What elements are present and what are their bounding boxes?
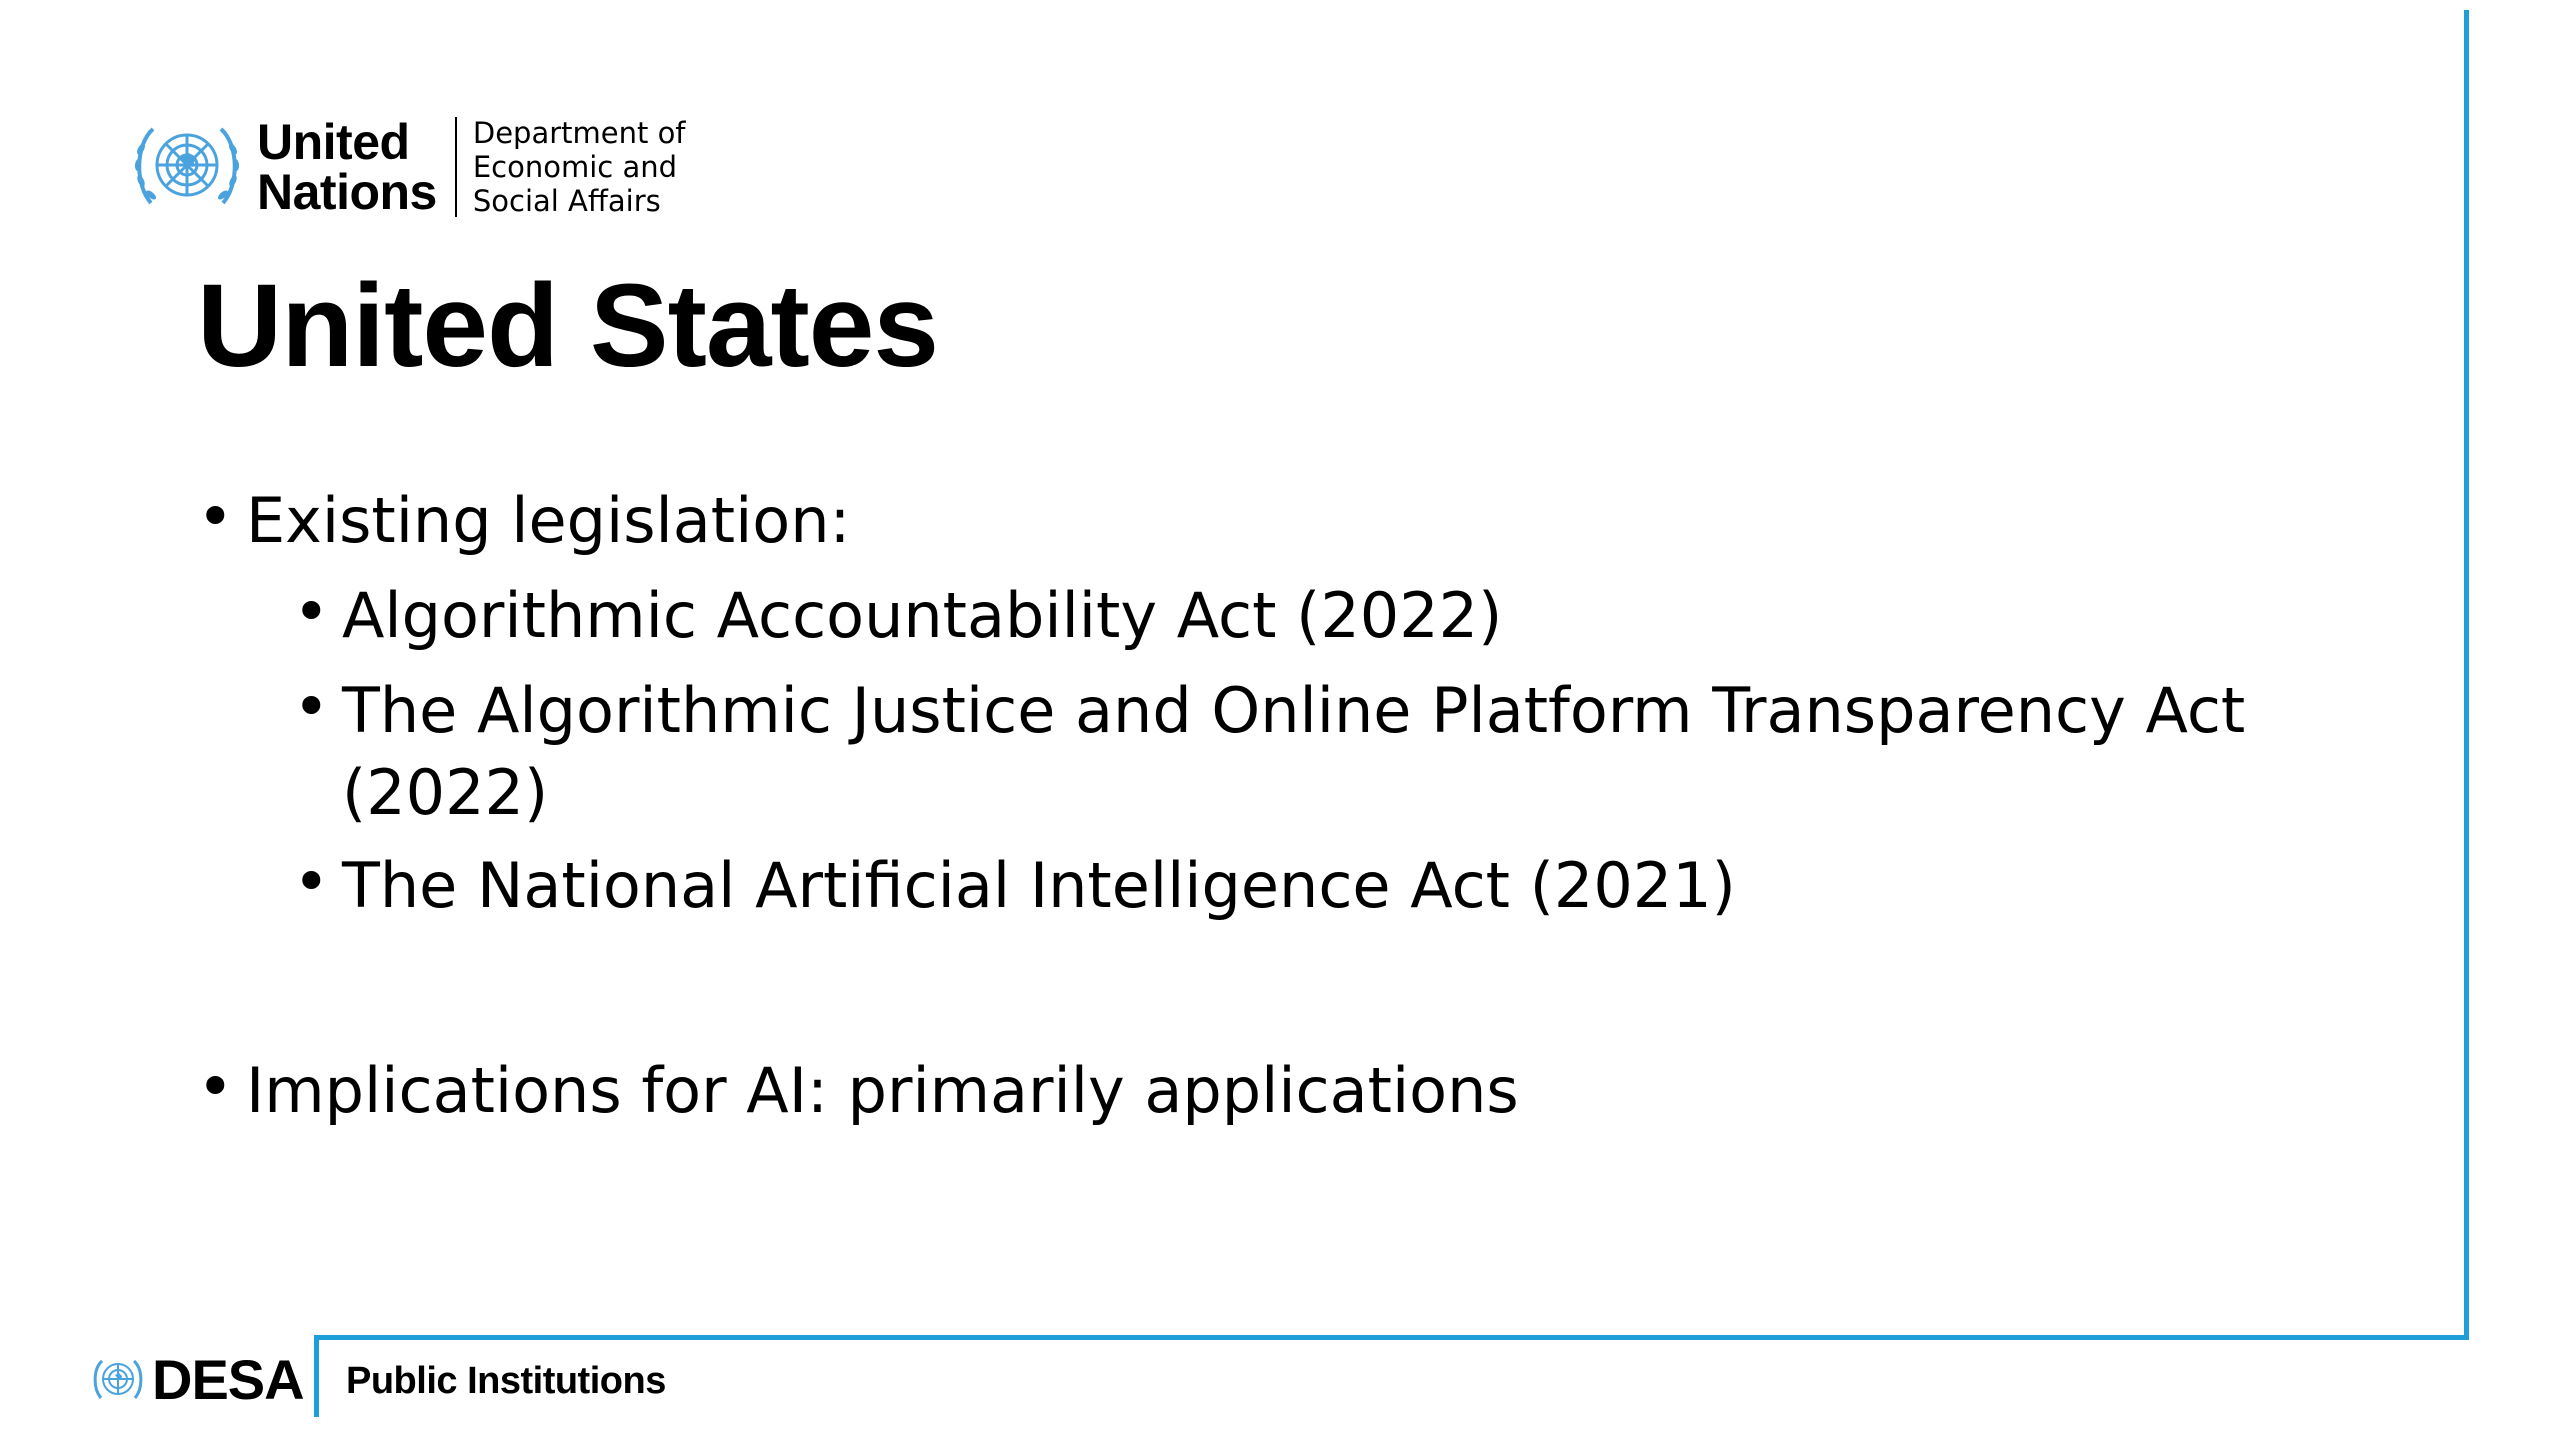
bullet-icon	[293, 670, 342, 743]
bullet-text: Existing legislation:	[246, 484, 851, 557]
bullet-icon	[293, 575, 342, 648]
bullet-icon	[197, 1050, 246, 1123]
un-emblem-icon	[127, 115, 247, 219]
footer-org: DESA	[152, 1348, 304, 1411]
un-wordmark	[257, 114, 437, 220]
sub-bullet-text: The Algorithmic Justice and Online Platform Transparency Act	[342, 674, 2246, 747]
accent-line-right	[2464, 10, 2469, 1340]
bullet-item	[197, 1050, 1519, 1132]
dept-line-3: Social Affairs	[472, 184, 661, 218]
logo-line-united: United	[257, 114, 410, 170]
sub-bullet-text: Algorithmic Accountability Act (2022)	[342, 579, 1503, 652]
bullet-icon	[293, 845, 342, 918]
bullet-icon	[197, 480, 246, 553]
sub-bullet-text: The National Artificial Intelligence Act (2021)	[342, 849, 1736, 922]
bullet-text: Implications for AI: primarily applications	[246, 1054, 1519, 1127]
logo-line-nations: Nations	[257, 164, 437, 220]
bullet-item	[197, 480, 850, 562]
dept-line-1: Department of	[472, 116, 686, 150]
sub-bullet-item	[293, 670, 2245, 752]
footer-unit: Public Institutions	[346, 1360, 666, 1402]
department-name	[473, 116, 686, 218]
sub-bullet-text: (2022)	[342, 756, 549, 829]
slide-title: United States	[197, 260, 939, 392]
un-emblem-icon	[90, 1356, 146, 1404]
accent-line-bottom	[314, 1335, 2469, 1340]
footer-desa-logo	[90, 1348, 304, 1411]
footer-divider	[314, 1335, 319, 1417]
sub-bullet-item	[293, 575, 1502, 657]
sub-bullet-item	[293, 845, 1736, 927]
sub-bullet-continuation	[342, 752, 548, 834]
un-desa-logo	[127, 115, 686, 219]
logo-divider	[455, 117, 457, 217]
dept-line-2: Economic and	[472, 150, 678, 184]
